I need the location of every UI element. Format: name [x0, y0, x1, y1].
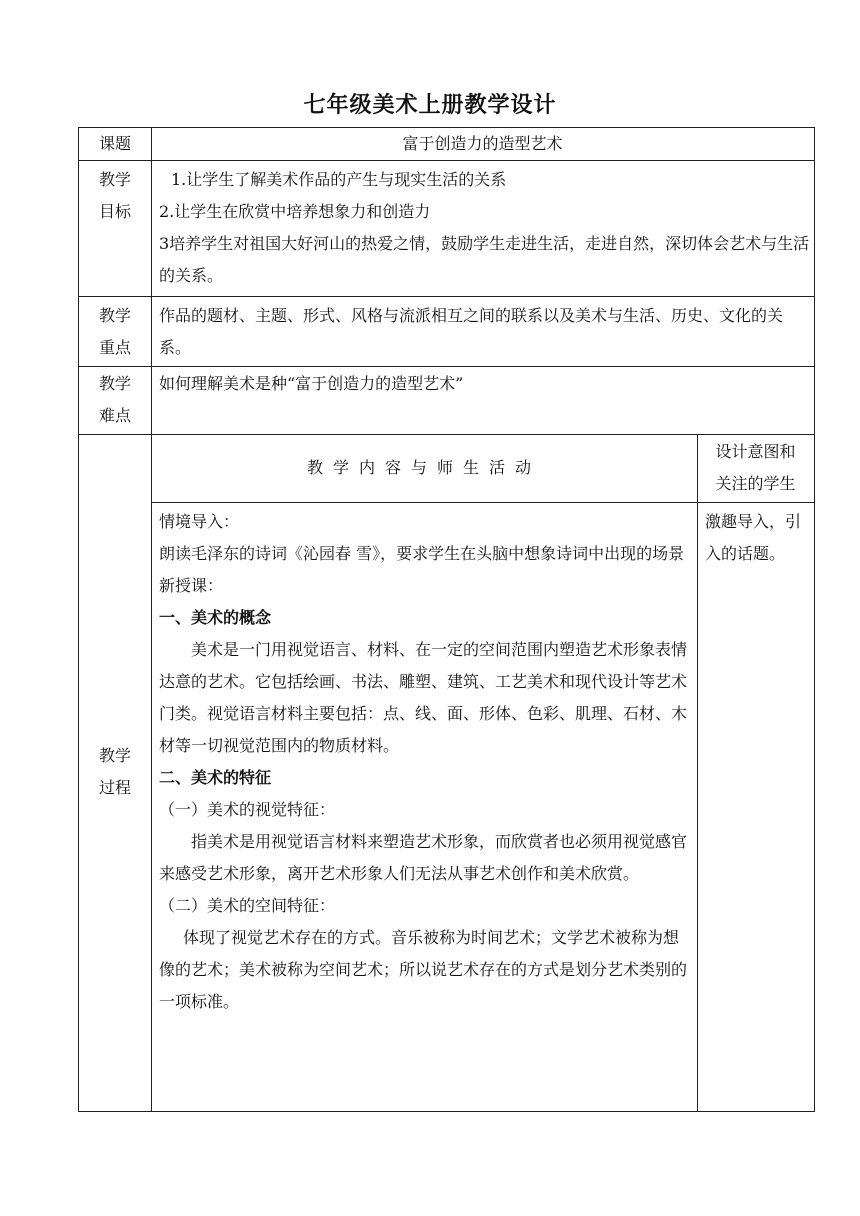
row-divider: [79, 366, 814, 367]
process-label-line2: 过程: [98, 778, 131, 797]
difficulties-label-line2: 难点: [98, 406, 131, 425]
key-points-label-line2: 重点: [98, 338, 131, 357]
sub1-heading: （一）美术的视觉特征：: [159, 800, 336, 819]
goals-label-line2: 目标: [98, 202, 131, 221]
goal-item: 2.让学生在欣赏中培养想象力和创造力: [159, 202, 431, 221]
lesson-plan-table: [78, 127, 815, 1112]
process-content: [159, 506, 691, 1018]
difficulties-label-line1: 教学: [98, 374, 131, 393]
column-divider: [151, 128, 152, 1111]
topic-value: 富于创造力的造型艺术: [402, 134, 563, 153]
intent-header-line1: 设计意图和: [715, 442, 796, 461]
process-intent-content: 激趣导入，引入的话题。: [705, 512, 802, 563]
section2-heading: 二、美术的特征: [159, 768, 272, 787]
sub2-text: 体现了视觉艺术存在的方式。音乐被称为时间艺术；文学艺术被称为想像的艺术；美术被称为空间艺术；所以说艺术存在的方式是划分艺术类别的一项标准。: [159, 928, 688, 1011]
intent-header-line2: 关注的学生: [715, 474, 796, 493]
sub1-text: 指美术是用视觉语言材料来塑造艺术形象，而欣赏者也必须用视觉感官来感受艺术形象，离开艺术形象人们无法从事艺术创作和美术欣赏。: [159, 832, 688, 883]
row-divider: [151, 502, 814, 503]
process-label: [79, 740, 151, 804]
intro-text: 朗读毛泽东的诗词《沁园春 雪》，要求学生在头脑中想象诗词中出现的场景: [159, 544, 685, 563]
key-points-label: [79, 300, 151, 364]
row-divider: [79, 160, 814, 161]
new-lesson-heading: 新授课：: [159, 576, 224, 595]
difficulties-label: [79, 368, 151, 432]
row-divider: [79, 296, 814, 297]
goals-label-line1: 教学: [98, 170, 131, 189]
process-label-line1: 教学: [98, 746, 131, 765]
difficulties-content: 如何理解美术是种“富于创造力的造型艺术”: [159, 374, 464, 393]
section1-heading: 一、美术的概念: [159, 608, 272, 627]
process-content-header: 教学内容与师生活动: [306, 458, 541, 477]
key-points-label-line1: 教学: [98, 306, 131, 325]
section1-text: 美术是一门用视觉语言、材料、在一定的空间范围内塑造艺术形象表情达意的艺术。它包括绘画、书法、雕塑、建筑、工艺美术和现代设计等艺术门类。视觉语言材料主要包括：点、线、面、形体、色彩、肌理、石材、木材等一切视觉范围内的物质材料。: [159, 640, 688, 755]
column-divider: [697, 434, 698, 1111]
intro-heading: 情境导入：: [159, 512, 240, 531]
key-points-content: 作品的题材、主题、形式、风格与流派相互之间的联系以及美术与生活、历史、文化的关系。: [159, 306, 784, 357]
process-intent-header: [697, 436, 814, 500]
sub2-heading: （二）美术的空间特征：: [159, 896, 336, 915]
goals-label: [79, 164, 151, 228]
goal-item: 3培养学生对祖国大好河山的热爱之情，鼓励学生走进生活，走进自然，深切体会艺术与生活的关系。: [159, 234, 810, 285]
row-divider: [79, 434, 814, 435]
goals-content: [159, 164, 811, 292]
page-title: 七年级美术上册教学设计: [303, 92, 557, 118]
topic-label: 课题: [98, 134, 131, 153]
goal-item: 1.让学生了解美术作品的产生与现实生活的关系: [171, 170, 507, 189]
